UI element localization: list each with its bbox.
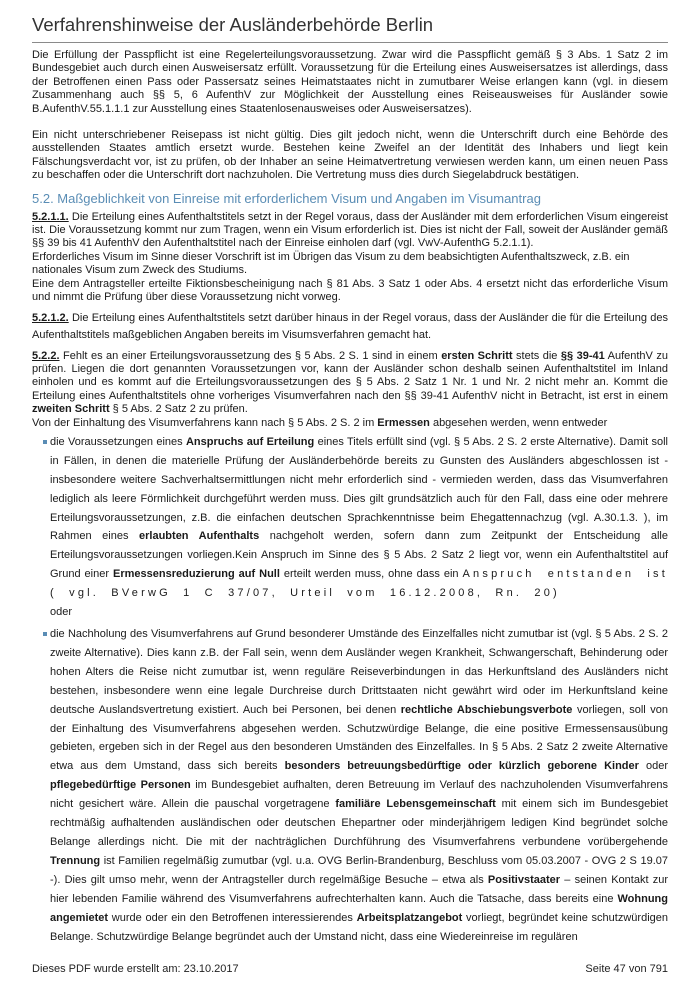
document-title: Verfahrenshinweise der Ausländerbehörde Berlin (32, 14, 434, 35)
page-footer (32, 963, 668, 975)
paragraph-number: 5.2.1.1. (32, 210, 69, 223)
footer-created-date: Dieses PDF wurde erstellt am: 23.10.2017 (32, 963, 239, 975)
paragraph-5-2-2: 5.2.2. Fehlt es an einer Erteilungsvoraussetzung des § 5 Abs. 2 S. 1 sind in einem ersten Schritt stets die §§ 39-41 AufenthV zu prüfen. Liegen die dort genannten Voraussetzungen vor, kann der Ausländer schon deshalb seinen Aufenthaltstitel im Inland einholen und es kommt auf die Erteilungsvoraussetzungen des § 5 Abs. 2 Satz 1 Nr. 1 und Nr. 2 nicht mehr an. Kommt die Erteilung eines Aufenthaltstitels ohne vorheriges Visumverfahren nach den §§ 39-41 AufenthV nicht in Betracht, ist erst in einem zweiten Schritt § 5 Abs. 2 Satz 2 zu prüfen. (32, 349, 668, 416)
section-heading: 5.2. Maßgeblichkeit von Einreise mit erforderlichem Visum und Angaben im Visumantrag (32, 190, 541, 206)
title-divider (32, 42, 668, 43)
paragraph-5-2-2-line2: Von der Einhaltung des Visumverfahrens kann nach § 5 Abs. 2 S. 2 im Ermessen abgesehen werden, wenn entweder (32, 416, 608, 429)
paragraph-5-2-1-1-line2: Erforderliches Visum im Sinne dieser Vorschrift ist im Übrigen das Visum zu dem beabsichtigten Aufenthaltszweck, z.B. ein nationales Visum zum Zweck des Studiums. (32, 250, 630, 277)
paragraph-5-2-1-1-line3: Eine dem Antragsteller erteilte Fiktionsbescheinigung nach § 81 Abs. 3 Satz 1 oder Abs. 4 ersetzt nicht das erforderliche Visum und nimmt die Prüfung über diese Voraussetzung nicht vorweg. (32, 277, 668, 304)
paragraph-number: 5.2.1.2. (32, 311, 69, 324)
document-page (32, 10, 668, 946)
footer-page-number: Seite 47 von 791 (585, 963, 668, 975)
alternatives-list (32, 433, 668, 946)
list-item: die Nachholung des Visumverfahrens auf Grund besonderer Umstände des Einzelfalles nicht zumutbar ist (vgl. § 5 Abs. 2 S. 2 zweite Alternative). Dies kann z.B. der Fall sein, wenn dem Ausländer wegen Krankheit, Schwangerschaft, Behinderung oder hohen Alters die Reise nicht zumutbar ist, wenn reguläre Reiseverbindungen in das Herkunftsland des Ausländers nicht bestehen, insbesondere wenn eine legale Durchreise durch Drittstaaten nicht gewährt wird oder im Herkunftsland keine deutsche Auslandsvertretung existiert. Auch bei Personen, bei denen rechtliche Abschiebungsverbote vorliegen, soll von der Einhaltung des Visumverfahrens abgesehen werden. Schutzwürdige Belange, die eine positive Ermessensausübung gebieten, ergeben sich in der Regel aus den besonderen Umständen des Einzelfalles. In § 5 Abs. 2 Satz 2 zweite Alternative etwa aus dem Umstand, dass sich bereits besonders betreuungsbedürftige oder kürzlich geborene Kinder oder pflegebedürftige Personen im Bundesgebiet aufhalten, deren Betreuung im Verlauf des nachzuholenden Visumverfahrens nicht gesichert wäre. Allein die pauschal vorgetragene familiäre Lebensgemeinschaft mit einem sich im Bundesgebiet rechtmäßig aufhaltenden ausländischen oder deutschen Ehepartner oder minderjährigem ledigen Kind begründet solche Belange allerdings nicht. Die mit der nachträglichen Durchführung des Visumverfahrens verbundene vorübergehende Trennung ist Familien regelmäßig zumutbar (vgl. u.a. OVG Berlin-Brandenburg, Beschluss vom 05.03.2007 - OVG 2 S 19.07 -). Dies gilt umso mehr, wenn der Antragsteller durch regelmäßige Besuche – etwa als Positivstaater – seinen Kontakt zur hier lebenden Familie während des Visumverfahrens aufrechterhalten kann. Auch die Tatsache, dass bereits eine Wohnung angemietet wurde oder ein den Betroffenen interessierendes Arbeitsplatzangebot vorliegt, begründet keine schutzwürdigen Belange. Schutzwürdige Belange begründet auch der Umstand nicht, dass eine Wiedereinreise im regulären (32, 625, 668, 946)
paragraph-5-2-1-2: 5.2.1.2. Die Erteilung eines Aufenthaltstitels setzt darüber hinaus in der Regel voraus, dass der Ausländer die für die Erteilung des Aufenthaltstitels maßgeblichen Angaben bereits im Visumsverfahren gemacht hat. (32, 311, 668, 341)
list-item: die Voraussetzungen eines Anspruchs auf Erteilung eines Titels erfüllt sind (vgl. § 5 Abs. 2 S. 2 erste Alternative). Damit soll in Fällen, in denen die materielle Prüfung der Ausländerbehörde bereits zu Gunsten des Ausländers abgeschlossen ist - insbesondere weitere Sachverhaltsermittlungen nicht mehr erforderlich sind - vermieden werden, dass das Visumverfahren lediglich als leere Förmlichkeit durchgeführt werden muss. Dies gilt grundsätzlich auch für den Fall, dass eine oder mehrere Erteilungsvoraussetzungen, z.B. die einfachen deutschen Sprachkenntnisse beim Ehegattennachzug (vgl. A.30.1.3. ), im Rahmen eines erlaubten Aufenthalts nachgeholt werden, sofern dann zum Zeitpunkt der Entscheidung alle Erteilungsvoraussetzungen vorliegen.Kein Anspruch im Sinne des § 5 Abs. 2 Satz 2 liegt vor, wenn ein Aufenthaltstitel auf Grund einer Ermessensreduzierung auf Null erteilt werden muss, ohne dass ein Anspruch entstanden ist ( vgl. BVerwG 1 C 37/07, Urteil vom 16.12.2008, Rn. 20) oder (32, 433, 668, 622)
paragraph-number: 5.2.2. (32, 349, 60, 362)
intro-paragraph-2: Ein nicht unterschriebener Reisepass ist nicht gültig. Dies gilt jedoch nicht, wenn die Unterschrift durch eine Behörde des ausstellenden Staates amtlich ersetzt wurde. Bestehen keine Zweifel an der Identität des Inhabers und liegt kein Fälschungsverdacht vor, ist zu prüfen, ob der Inhaber an seine Heimatvertretung verwiesen werden kann, um einen neuen Pass zu beschaffen oder die Unterschrift dort nachzuholen. Die Vertretung muss dies durch Siegelabdruck bestätigen. (32, 129, 668, 182)
intro-paragraph-1: Die Erfüllung der Passpflicht ist eine Regelerteilungsvoraussetzung. Zwar wird die Passpflicht gemäß § 3 Abs. 1 Satz 2 im Bundesgebiet auch durch einen Ausweisersatz erfüllt. Voraussetzung für die Erteilung eines Ausweisersatzes ist allerdings, dass der Betroffenen einen Pass oder Passersatz seines Heimatstaates nicht in zumutbarer Weise erlangen kann (vgl. in diesem Zusammenhang auch §§ 5, 6 AufenthV zur Möglichkeit der Ausstellung eines Reiseausweises für Ausländer sowie B.AufenthV.55.1.1.1 zur Ausstellung eines Staatenlosenausweises oder Ausweisersatzes). (32, 49, 668, 115)
bullet-square-icon (43, 440, 47, 444)
paragraph-5-2-1-1: 5.2.1.1. Die Erteilung eines Aufenthaltstitels setzt in der Regel voraus, dass der Ausländer mit dem erforderlichen Visum eingereist ist. Die Voraussetzung kommt nur zum Tragen, wenn ein Visum erforderlich ist. Dies ist nicht der Fall, soweit der Ausländer gemäß §§ 39 bis 41 AufenthV den Aufenthaltstitel nach der Einreise einholen darf (vgl. VwV-AufenthG 5.2.1.1). (32, 210, 668, 250)
bullet-square-icon (43, 632, 47, 636)
